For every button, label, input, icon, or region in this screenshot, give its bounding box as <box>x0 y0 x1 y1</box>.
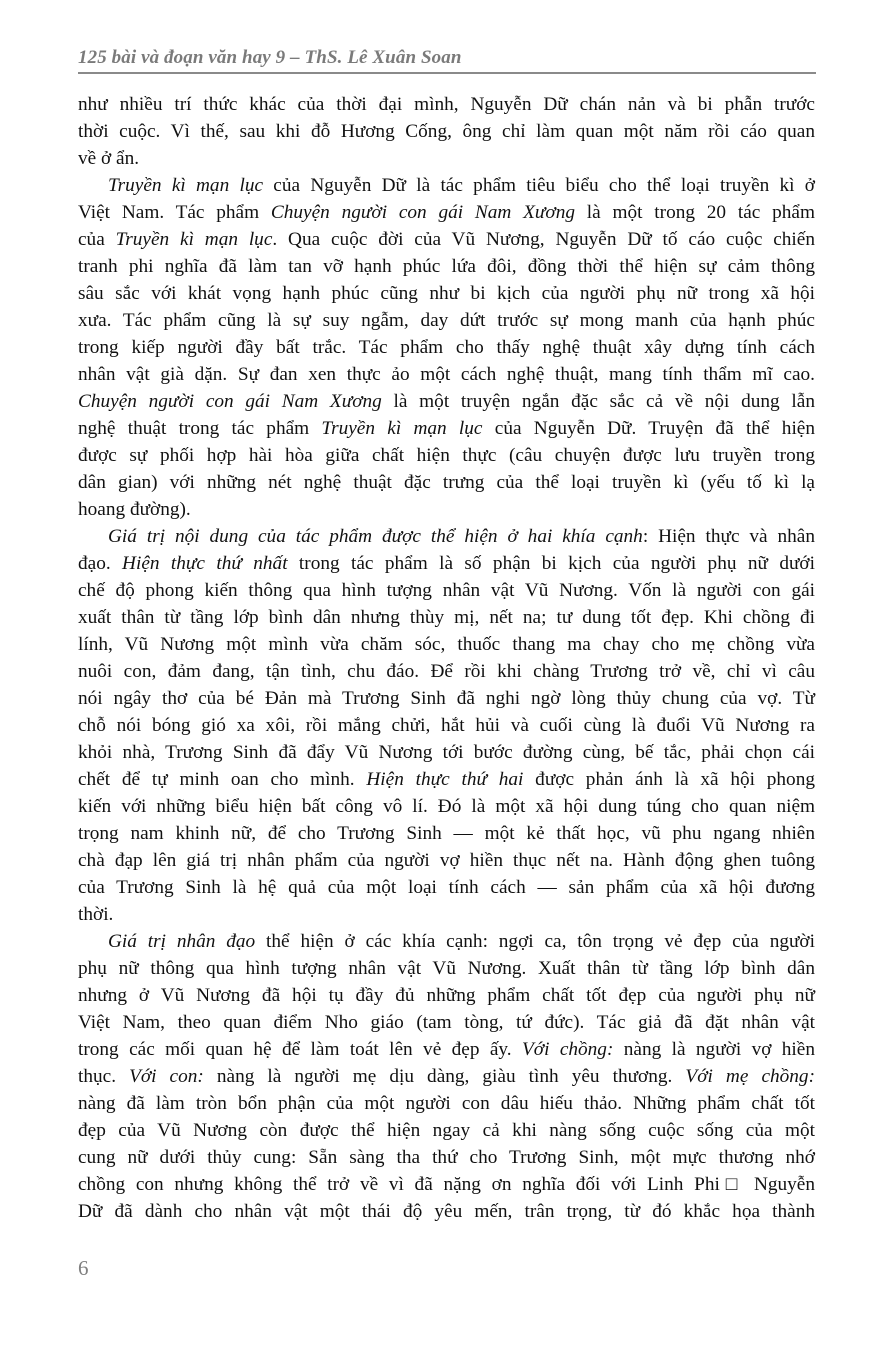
italic-text: Truyền kì mạn lục <box>321 418 483 439</box>
text-run: nàng là người mẹ dịu dàng, giàu tình yêu thương. <box>203 1066 686 1087</box>
text-run: phụ nữ thông qua hình tượng nhân vật Vũ Nương. Xuất thân từ tầng lớp bình dân <box>78 958 815 979</box>
text-run: nhân vật già dặn. Sự đan xen thực ảo một cách nghệ thuật, mang tính thẩm mĩ cao. <box>78 364 815 385</box>
page-body <box>78 91 815 1225</box>
text-run: xưa. Tác phẩm cũng là sự suy ngẫm, day dứt trước sự mong manh của hạnh phúc <box>78 310 815 331</box>
italic-text: Giá trị nội dung của tác phẩm được thể hiện ở hai khía cạnh <box>108 526 643 547</box>
text-line <box>78 442 815 469</box>
text-run: chết để tự minh oan cho mình. <box>78 769 367 790</box>
text-run: trong các mối quan hệ để làm toát lên vẻ đẹp ấy. <box>78 1039 523 1060</box>
text-run: cung nữ dưới thủy cung: Sẵn sàng tha thứ cho Trương Sinh, một mực thương nhớ <box>78 1147 815 1168</box>
italic-text: Với chồng: <box>522 1039 614 1060</box>
paragraph <box>78 91 815 172</box>
text-run: nàng đã làm tròn bổn phận của một người con dâu hiếu thảo. Những phẩm chất tốt <box>78 1093 815 1114</box>
text-run: nàng là người vợ hiền <box>613 1039 815 1060</box>
text-run: thể hiện ở các khía cạnh: ngợi ca, tôn trọng vẻ đẹp của người <box>255 931 815 952</box>
text-line <box>78 901 815 928</box>
text-line <box>78 766 815 793</box>
text-line <box>78 739 815 766</box>
italic-text: Hiện thực thứ nhất <box>122 553 288 574</box>
text-line <box>78 1144 815 1171</box>
text-line <box>78 874 815 901</box>
text-line <box>78 361 815 388</box>
text-run: trong tác phẩm là số phận bi kịch của người phụ nữ dưới <box>287 553 815 574</box>
text-line <box>78 1090 815 1117</box>
text-line <box>78 334 815 361</box>
text-line <box>78 388 815 415</box>
text-line <box>78 1036 815 1063</box>
text-run: chỗ nói bóng gió xa xôi, rồi mắng chửi, hắt hủi và cuối cùng là đuổi Vũ Nương ra <box>78 715 815 736</box>
page-number: 6 <box>78 1256 89 1280</box>
text-line <box>78 793 815 820</box>
text-line <box>78 955 815 982</box>
text-line <box>78 145 815 172</box>
text-line <box>78 685 815 712</box>
text-line <box>78 226 815 253</box>
text-run: tranh phi nghĩa đã làm tan vỡ hạnh phúc lứa đôi, đồng thời thể hiện sự cảm thông <box>78 256 815 277</box>
text-run: Việt Nam. Tác phẩm <box>78 202 271 223</box>
text-line <box>78 496 815 523</box>
text-line <box>78 1063 815 1090</box>
text-run: là một trong 20 tác phẩm <box>575 202 815 223</box>
text-run: chồng con nhưng không thể trở về vì đã nặng ơn nghĩa đối với Linh Phi□ Nguyễn <box>78 1174 815 1195</box>
text-line <box>78 118 815 145</box>
text-run: dân gian) với những nét nghệ thuật đặc trưng của thể loại truyền kì (yếu tố kì lạ <box>78 472 815 493</box>
text-run: của Trương Sinh là hệ quả của một loại tính cách — sản phẩm của xã hội đương <box>78 877 815 898</box>
text-run: thời. <box>78 904 114 925</box>
italic-text: Với mẹ chồng: <box>685 1066 815 1087</box>
text-line <box>78 280 815 307</box>
text-run: chà đạp lên giá trị nhân phẩm của người vợ hiền thục nết na. Hành động ghen tuông <box>78 850 815 871</box>
italic-text: Giá trị nhân đạo <box>108 931 256 952</box>
italic-text: Chuyện người con gái Nam Xương <box>270 202 575 223</box>
text-run: hoang đường). <box>78 499 191 520</box>
text-line <box>78 712 815 739</box>
text-line <box>78 604 815 631</box>
text-line <box>78 415 815 442</box>
text-run: của Nguyễn Dữ là tác phẩm tiêu biểu cho thể loại truyền kì ở <box>263 175 815 196</box>
text-run: : Hiện thực và nhân <box>642 526 816 547</box>
text-line <box>78 631 815 658</box>
text-run: trong kiếp người đầy bất trắc. Tác phẩm cho thấy nghệ thuật xây dựng tính cách <box>78 337 815 358</box>
text-line <box>78 199 815 226</box>
text-line <box>78 820 815 847</box>
text-line <box>78 91 815 118</box>
text-run: nghệ thuật trong tác phẩm <box>78 418 322 439</box>
text-line <box>78 1009 815 1036</box>
text-run: lính, Vũ Nương một mình vừa chăm sóc, thuốc thang ma chay cho mẹ chồng vừa <box>78 634 815 655</box>
paragraph <box>78 928 815 1225</box>
text-run: kiến với những biểu hiện bất công vô lí. Đó là một xã hội dung túng cho quan niệm <box>78 796 815 817</box>
text-run: thục. <box>78 1066 130 1087</box>
text-run: Việt Nam, theo quan điểm Nho giáo (tam tòng, tứ đức). Tác giả đã đặt nhân vật <box>78 1012 815 1033</box>
text-line <box>78 1117 815 1144</box>
text-line <box>78 1171 815 1198</box>
text-run: trọng nam khinh nữ, để cho Trương Sinh — một kẻ thất học, vũ phu ngang nhiên <box>78 823 815 844</box>
text-line <box>78 928 815 955</box>
text-run: đạo. <box>78 553 123 574</box>
text-line <box>78 307 815 334</box>
text-run: nuôi con, đảm đang, tận tình, chu đáo. Để rồi khi chàng Trương trở về, chỉ vì câu <box>78 661 815 682</box>
text-run: thời cuộc. Vì thế, sau khi đỗ Hương Cống, ông chỉ làm quan một năm rồi cáo quan <box>78 121 815 142</box>
paragraph <box>78 523 815 928</box>
italic-text: Truyền kì mạn lục <box>115 229 273 250</box>
text-line <box>78 1198 815 1225</box>
text-run: xuất thân từ tầng lớp bình dân nhưng thùy mị, nết na; tư dung tốt đẹp. Khi chồng đi <box>78 607 815 628</box>
italic-text: Truyền kì mạn lục <box>108 175 264 196</box>
text-line <box>78 550 815 577</box>
text-line <box>78 523 815 550</box>
text-run: đẹp của Vũ Nương còn được thể hiện ngay cả khi nàng sống cuộc sống của một <box>78 1120 815 1141</box>
text-run: khỏi nhà, Trương Sinh đã đẩy Vũ Nương tới bước đường cùng, bế tắc, phải chọn cái <box>78 742 815 763</box>
italic-text: Với con: <box>129 1066 204 1087</box>
header-divider <box>78 72 816 74</box>
text-line <box>78 469 815 496</box>
text-line <box>78 253 815 280</box>
text-run: của Nguyễn Dữ. Truyện đã thể hiện <box>482 418 815 439</box>
text-run: được sự phối hợp hài hòa giữa chất hiện thực (câu chuyện được lưu truyền trong <box>78 445 815 466</box>
text-run: chế độ phong kiến thông qua hình tượng nhân vật Vũ Nương. Vốn là người con gái <box>78 580 815 601</box>
text-line <box>78 658 815 685</box>
italic-text: Chuyện người con gái Nam Xương <box>78 391 382 412</box>
text-run: là một truyện ngắn đặc sắc cả về nội dung lẫn <box>381 391 815 412</box>
text-line <box>78 847 815 874</box>
text-run: Dữ đã dành cho nhân vật một thái độ yêu mến, trân trọng, từ đó khắc họa thành <box>78 1201 815 1222</box>
text-line <box>78 577 815 604</box>
italic-text: Hiện thực thứ hai <box>366 769 524 790</box>
text-run: nhưng ở Vũ Nương đã hội tụ đầy đủ những phẩm chất tốt đẹp của người phụ nữ <box>78 985 815 1006</box>
text-run: nói ngây thơ của bé Đản mà Trương Sinh đã nghi ngờ lòng thủy chung của vợ. Từ <box>78 688 815 709</box>
text-run: được phản ánh là xã hội phong <box>523 769 815 790</box>
text-run: của <box>78 229 116 250</box>
running-header: 125 bài và đoạn văn hay 9 – ThS. Lê Xuân Soan <box>78 47 462 68</box>
text-line <box>78 172 815 199</box>
text-run: . Qua cuộc đời của Vũ Nương, Nguyễn Dữ tố cáo cuộc chiến <box>272 229 815 250</box>
text-run: như nhiều trí thức khác của thời đại mình, Nguyễn Dữ chán nản và bi phẫn trước <box>78 94 815 115</box>
text-run: về ở ẩn. <box>78 148 140 169</box>
text-line <box>78 982 815 1009</box>
paragraph <box>78 172 815 523</box>
text-run: sâu sắc với khát vọng hạnh phúc cũng như bi kịch của người phụ nữ trong xã hội <box>78 283 815 304</box>
